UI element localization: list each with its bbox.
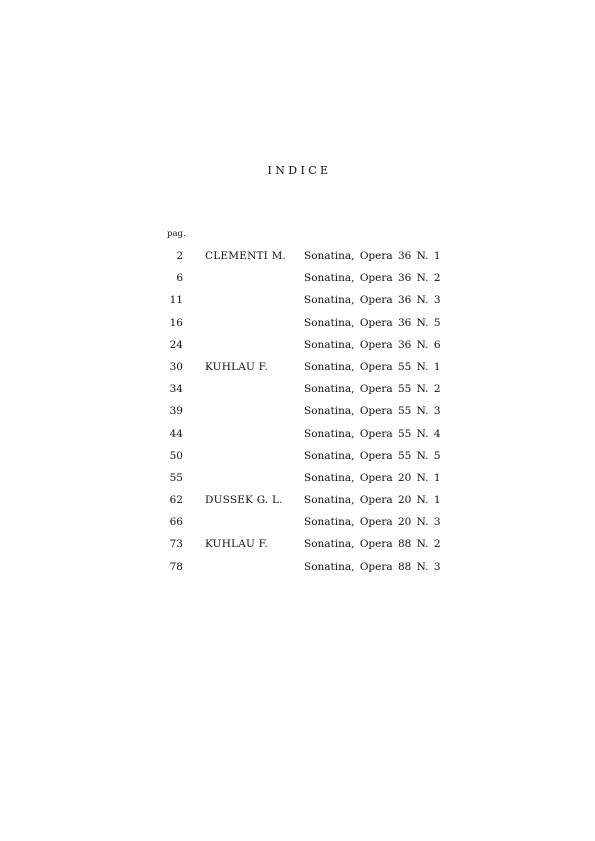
entry-page-number: 34 bbox=[169, 383, 183, 396]
entry-page-number: 24 bbox=[169, 338, 183, 351]
entry-work: Sonatina, Opera 36 N. 3 bbox=[304, 294, 441, 307]
entry-page-number: 50 bbox=[169, 449, 183, 462]
entry-work: Sonatina, Opera 55 N. 4 bbox=[304, 427, 441, 440]
entry-page-number: 16 bbox=[169, 316, 183, 329]
index-entry bbox=[0, 423, 595, 445]
index-entry bbox=[0, 489, 595, 511]
entry-work: Sonatina, Opera 20 N. 1 bbox=[304, 471, 441, 484]
entry-work: Sonatina, Opera 36 N. 2 bbox=[304, 272, 441, 285]
entry-page-number: 78 bbox=[169, 560, 183, 573]
entry-work: Sonatina, Opera 20 N. 3 bbox=[304, 516, 441, 529]
index-list bbox=[0, 245, 595, 578]
index-entry bbox=[0, 467, 595, 489]
entry-page-number: 66 bbox=[169, 516, 183, 529]
entry-work: Sonatina, Opera 55 N. 2 bbox=[304, 383, 441, 396]
entry-page-number: 62 bbox=[169, 494, 183, 507]
index-entry bbox=[0, 334, 595, 356]
entry-page-number: 11 bbox=[169, 294, 183, 307]
entry-composer: CLEMENTI M. bbox=[205, 250, 287, 262]
index-entry bbox=[0, 378, 595, 400]
entry-composer: KUHLAU F. bbox=[205, 538, 269, 551]
entry-page-number: 55 bbox=[169, 471, 183, 484]
entry-work: Sonatina, Opera 88 N. 2 bbox=[304, 538, 441, 551]
index-entry bbox=[0, 289, 595, 311]
entry-page-number: 6 bbox=[176, 272, 183, 285]
entry-page-number: 30 bbox=[169, 360, 183, 373]
entry-composer: KUHLAU F. bbox=[205, 360, 269, 373]
index-entry bbox=[0, 445, 595, 467]
entry-page-number: 73 bbox=[169, 538, 183, 551]
entry-work: Sonatina, Opera 55 N. 1 bbox=[304, 360, 441, 373]
entry-work: Sonatina, Opera 20 N. 1 bbox=[304, 494, 441, 507]
entry-work: Sonatina, Opera 36 N. 1 bbox=[304, 250, 441, 262]
entry-page-number: 2 bbox=[176, 250, 183, 262]
entry-work: Sonatina, Opera 36 N. 6 bbox=[304, 338, 441, 351]
index-entry bbox=[0, 267, 595, 289]
page-column-label: pag. bbox=[167, 229, 186, 239]
entry-page-number: 44 bbox=[169, 427, 183, 440]
entry-work: Sonatina, Opera 55 N. 3 bbox=[304, 405, 441, 418]
entry-work: Sonatina, Opera 88 N. 3 bbox=[304, 560, 441, 573]
index-entry bbox=[0, 312, 595, 334]
entry-composer: DUSSEK G. L. bbox=[205, 494, 283, 507]
entry-page-number: 39 bbox=[169, 405, 183, 418]
index-entry bbox=[0, 533, 595, 555]
index-entry bbox=[0, 511, 595, 533]
index-entry bbox=[0, 556, 595, 578]
index-entry bbox=[0, 356, 595, 378]
index-entry bbox=[0, 245, 595, 267]
page-title: INDICE bbox=[267, 164, 332, 177]
entry-work: Sonatina, Opera 36 N. 5 bbox=[304, 316, 441, 329]
entry-work: Sonatina, Opera 55 N. 5 bbox=[304, 449, 441, 462]
index-entry bbox=[0, 400, 595, 422]
